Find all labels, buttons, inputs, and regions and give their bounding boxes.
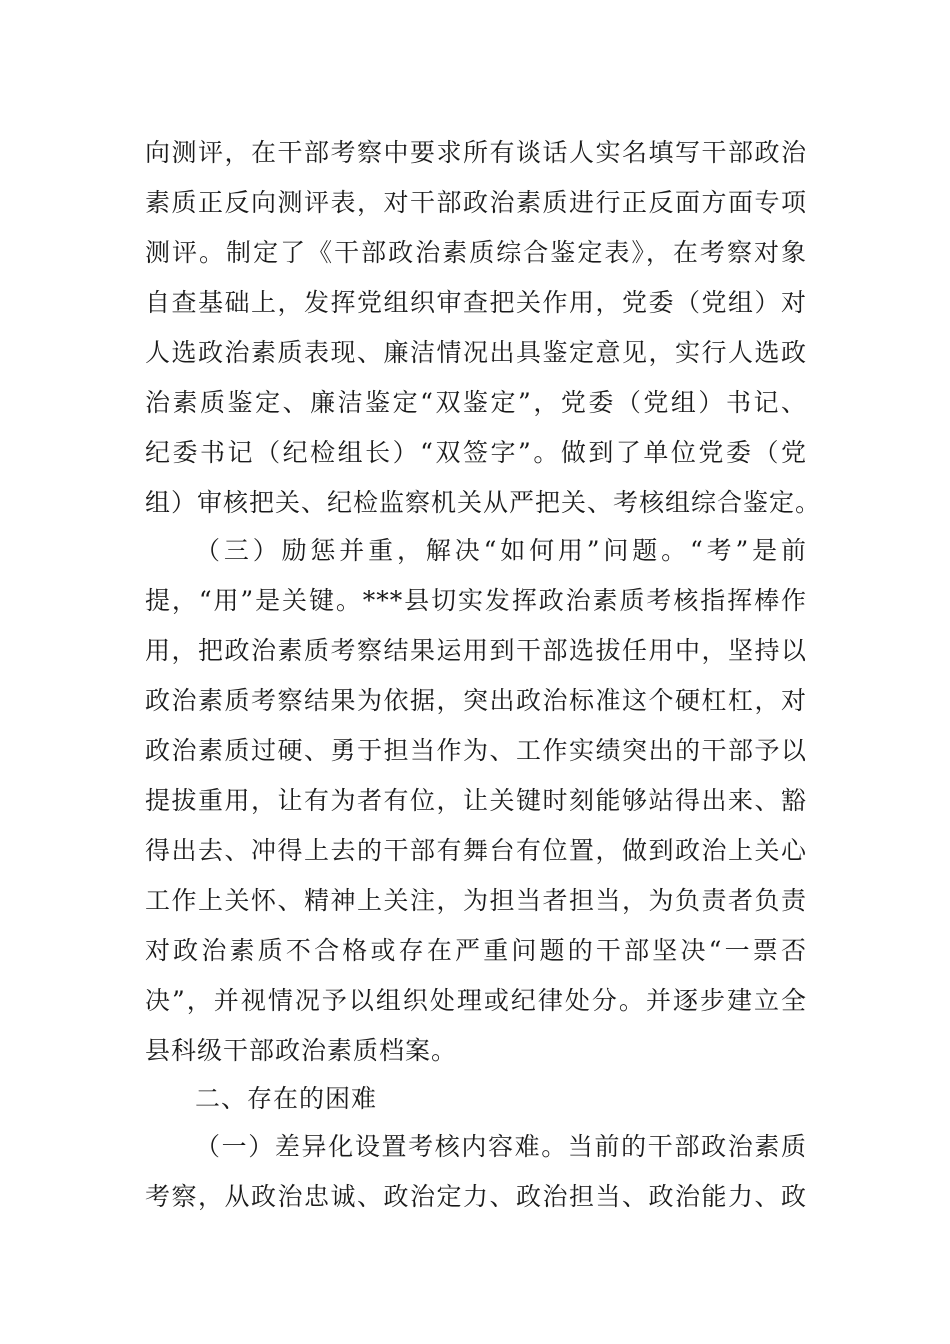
text-line-4: 自查基础上，发挥党组织审查把关作用，党委（党组）对 bbox=[145, 288, 807, 317]
text-line-8: 组）审核把关、纪检监察机关从严把关、考核组综合鉴定。 bbox=[145, 488, 822, 517]
text-line-10: 提，“用”是关键。***县切实发挥政治素质考核指挥棒作 bbox=[145, 586, 807, 615]
paragraph-1-heading-line: （一）差异化设置考核内容难。当前的干部政治素质 bbox=[195, 1132, 807, 1161]
text-line-11: 用，把政治素质考察结果运用到干部选拔任用中，坚持以 bbox=[145, 636, 807, 665]
text-line-5: 人选政治素质表现、廉洁情况出具鉴定意见，实行人选政 bbox=[145, 338, 807, 367]
text-line-12: 政治素质考察结果为依据，突出政治标准这个硬杠杠，对 bbox=[145, 686, 807, 715]
text-line-6: 治素质鉴定、廉洁鉴定“双鉴定”，党委（党组）书记、 bbox=[145, 388, 807, 417]
text-line-2: 素质正反向测评表，对干部政治素质进行正反面方面专项 bbox=[145, 188, 807, 217]
text-line-13: 政治素质过硬、勇于担当作为、工作实绩突出的干部予以 bbox=[145, 736, 807, 765]
text-line-3: 测评。制定了《干部政治素质综合鉴定表》，在考察对象 bbox=[145, 238, 807, 267]
text-line-17: 对政治素质不合格或存在严重问题的干部坚决“一票否 bbox=[145, 936, 807, 965]
text-line-14: 提拔重用，让有为者有位，让关键时刻能够站得出来、豁 bbox=[145, 786, 807, 815]
paragraph-3-heading-line: （三）励惩并重，解决“如何用”问题。“考”是前 bbox=[195, 536, 807, 565]
text-line-22: 考察，从政治忠诚、政治定力、政治担当、政治能力、政 bbox=[145, 1182, 807, 1211]
text-line-18: 决”，并视情况予以组织处理或纪律处分。并逐步建立全 bbox=[145, 986, 807, 1015]
section-heading: 二、存在的困难 bbox=[195, 1084, 378, 1113]
text-line-15: 得出去、冲得上去的干部有舞台有位置，做到政治上关心 bbox=[145, 836, 807, 865]
text-line-7: 纪委书记（纪检组长）“双签字”。做到了单位党委（党 bbox=[145, 438, 807, 467]
text-line-19: 县科级干部政治素质档案。 bbox=[145, 1036, 458, 1065]
text-line-16: 工作上关怀、精神上关注，为担当者担当，为负责者负责 bbox=[145, 886, 807, 915]
text-line-1: 向测评，在干部考察中要求所有谈话人实名填写干部政治 bbox=[145, 138, 807, 167]
